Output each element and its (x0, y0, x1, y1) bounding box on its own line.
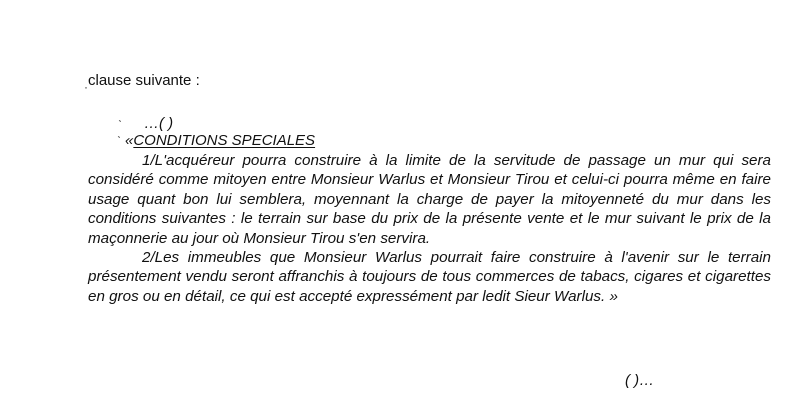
ellipsis-close: ( )… (625, 372, 655, 389)
scan-artifact-mark: ˋ (117, 134, 121, 148)
heading-quote-mark: « (125, 132, 134, 149)
scan-artifact-mark: ˋ (118, 118, 122, 132)
scan-artifact-mark: · (84, 80, 88, 94)
clause-body (88, 151, 771, 306)
ellipsis-open: …( ) (144, 115, 174, 132)
clause-paragraph-2: 2/Les immeubles que Monsieur Warlus pourrait faire construire à l'avenir sur le terrain présentement vendu seront affranchis à toujours de tous commerces de tabacs, cigares et cigarettes en gros ou en détail, ce qui est accepté expressément par ledit Sieur Warlus. » (88, 249, 771, 305)
heading-title: CONDITIONS SPECIALES (133, 132, 316, 149)
section-heading (125, 132, 315, 149)
intro-line: clause suivante : (88, 72, 200, 89)
clause-paragraph-1: 1/L'acquéreur pourra construire à la limite de la servitude de passage un mur qui sera considéré comme mitoyen entre Monsieur Warlus et Monsieur Tirou et celui-ci pourra même en faire usage quant bon lui semblera, moyennant la charge de payer la mitoyenneté du mur dans les conditions suivantes : le terrain sur base du prix de la présente vente et le mur suivant le prix de la maçonnerie au jour où Monsieur Tirou s'en servira. (88, 152, 771, 247)
